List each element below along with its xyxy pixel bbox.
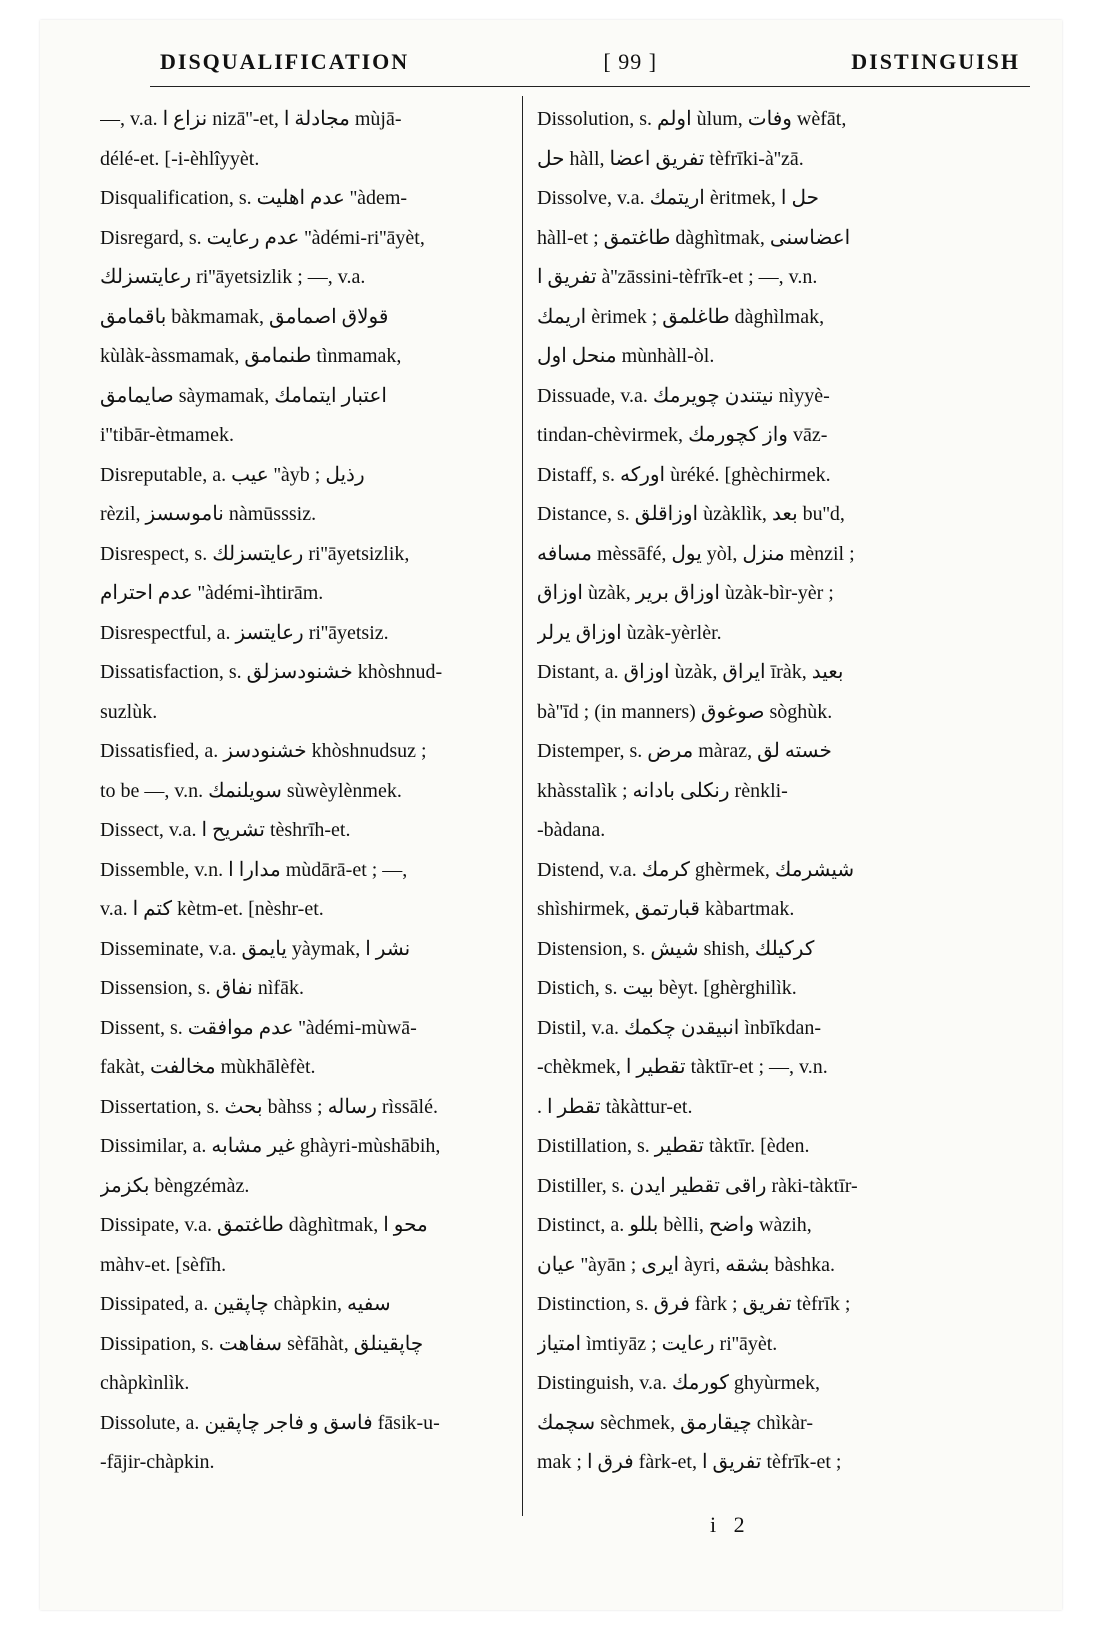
entry-line: سچمك sèchmek, چیقارمق chìkàr- <box>537 1411 813 1434</box>
entry-line: bà''īd ; (in manners) صوغوق sòghùk. <box>537 700 833 723</box>
entry-line: Distemper, s. مرض màraz, خسته لق <box>537 740 832 762</box>
entry-line: . تقطر ا tàkàttur-et. <box>537 1095 693 1118</box>
entry-line: Dissemble, v.n. مدارا ا mùdārā-et ; —, <box>100 858 408 881</box>
entry-line: —, v.a. نزاع ا nizā''-et, مجادلة ا mùjā- <box>100 108 402 130</box>
entry-line: Dissipate, v.a. طاغتمق dàghìtmak, محو ا <box>100 1214 428 1236</box>
entry-line: -chèkmek, تقطیر ا tàktīr-et ; —, v.n. <box>537 1056 828 1078</box>
entry-line: Distinguish, v.a. كورمك ghyùrmek, <box>537 1372 821 1394</box>
entry-line: عدم احترام ''àdémi-ìhtirām. <box>100 582 324 604</box>
entry-line: hàll-et ; طاغتمق dàghìtmak, اعضاسنی <box>537 226 851 249</box>
entry-line: تفریق ا à''zāssini-tèfrīk-et ; —, v.n. <box>537 266 818 288</box>
entry-line: -fājir-chàpkin. <box>100 1451 215 1473</box>
entry-line: Distil, v.a. انبیقدن چكمك ìnbīkdan- <box>537 1016 822 1039</box>
entry-line: Dissatisfaction, s. خشنودسزلق khòshnud- <box>100 661 443 683</box>
entry-line: Distant, a. اوزاق ùzàk, ایراق īràk, بعید <box>537 661 844 683</box>
entry-line: Dissolution, s. اولم ùlum, وفات wèfāt, <box>537 108 847 130</box>
running-header <box>160 42 1020 82</box>
entry-line: rèzil, ناموسسز nàmūsssiz. <box>100 503 317 525</box>
entry-line: حل hàll, تفریق اعضا tèfrīki-à''zā. <box>537 147 804 170</box>
entry-line: Distend, v.a. كرمك ghèrmek, شیشرمك <box>537 858 855 881</box>
entry-line: Dissent, s. عدم موافقت ''àdémi-mùwā- <box>100 1016 417 1039</box>
entry-line: chàpkìnlìk. <box>100 1372 190 1394</box>
right-column <box>537 100 982 1520</box>
entry-line: Disrespect, s. رعایتسزلك ri''āyetsizlik, <box>100 542 410 565</box>
header-rule <box>150 86 1030 87</box>
entry-line: suzlùk. <box>100 700 158 723</box>
entry-line: منحل اول mùnhàll-òl. <box>537 345 715 367</box>
entry-line: Dissertation, s. بحث bàhss ; رساله rìssālé. <box>100 1095 438 1118</box>
entry-line: Distiller, s. راقی تقطیر ایدن ràki-tàktīr- <box>537 1174 858 1197</box>
entry-line: délé-et. [-i-èhlîyyèt. <box>100 147 260 170</box>
entry-line: امتیاز ìmtiyāz ; رعایت ri''āyèt. <box>537 1332 778 1355</box>
entry-line: صایمامق sàymamak, اعتبار ایتمامك <box>100 384 387 407</box>
entry-line: Distance, s. اوزاقلق ùzàklìk, بعد bu''d, <box>537 503 845 525</box>
entry-line: Dissipation, s. سفاهت sèfāhàt, چاپقینلق <box>100 1332 424 1355</box>
entry-line: to be —, v.n. سویلنمك sùwèylènmek. <box>100 779 402 802</box>
entry-line: Dissolute, a. فاسق و فاجر چاپقین fāsik-u- <box>100 1411 440 1434</box>
entry-line: shìshirmek, قبارتمق kàbartmak. <box>537 898 795 920</box>
entry-line: اوزاق یرلر ùzàk-yèrlèr. <box>537 621 722 644</box>
entry-line: Disqualification, s. عدم اهلیت ''àdem- <box>100 187 408 209</box>
entry-line: -bàdana. <box>537 819 606 841</box>
header-right-word: DISTINGUISH <box>851 49 1020 74</box>
entry-line: Dissipated, a. چاپقین chàpkin, سفیه <box>100 1293 391 1315</box>
entry-line: Dissimilar, a. غیر مشابه ghàyri-mùshābih, <box>100 1135 441 1157</box>
entry-line: kùlàk-àssmamak, طنمامق tìnmamak, <box>100 345 402 367</box>
entry-line: Distillation, s. تقطیر tàktīr. [èden. <box>537 1135 810 1157</box>
entry-line: fakàt, مخالفت mùkhālèfèt. <box>100 1056 316 1078</box>
entry-line: بكزمز bèngzémàz. <box>100 1174 250 1197</box>
entry-line: اریمك èrimek ; طاغلمق dàghìlmak, <box>537 305 825 328</box>
left-column <box>100 100 515 1520</box>
entry-line: Distinct, a. بللو bèlli, واضح wàzih, <box>537 1214 812 1236</box>
column-divider <box>522 96 523 1516</box>
entry-line: Disreputable, a. عیب ''àyb ; رذیل <box>100 463 365 486</box>
entry-line: mak ; فرق ا fàrk-et, تفریق ا tèfrīk-et ; <box>537 1451 842 1473</box>
entry-line: Distension, s. شیش shish, كركیلك <box>537 937 815 960</box>
entry-line: Disseminate, v.a. یایمق yàymak, نشر ا <box>100 937 411 960</box>
entry-line: Dissolve, v.a. اریتمك èritmek, حل ا <box>537 187 819 209</box>
entry-line: باقمامق bàkmamak, قولاق اصمامق <box>100 305 389 328</box>
entry-line: Dissect, v.a. تشریح ا tèshrīh-et. <box>100 819 351 841</box>
entry-line: Distinction, s. فرق fàrk ; تفریق tèfrīk ; <box>537 1293 851 1315</box>
entry-line: Disrespectful, a. رعایتسز ri''āyetsiz. <box>100 621 389 644</box>
entry-line: Distaff, s. اوركه ùréké. [ghèchirmek. <box>537 463 831 486</box>
dictionary-page <box>40 20 1062 1610</box>
header-left-word: DISQUALIFICATION <box>160 49 410 74</box>
page-number: [ 99 ] <box>603 49 658 74</box>
signature-mark: i 2 <box>710 1512 751 1537</box>
entry-line: اوزاق ùzàk, اوزاق بریر ùzàk-bìr-yèr ; <box>537 582 834 604</box>
entry-line: Disregard, s. عدم رعایت ''àdémi-ri''āyèt, <box>100 226 425 249</box>
entry-line: رعایتسزلك ri''āyetsizlik ; —, v.a. <box>100 266 366 288</box>
entry-line: Distich, s. بیت bèyt. [ghèrghilìk. <box>537 977 797 999</box>
entry-line: Dissatisfied, a. خشنودسز khòshnudsuz ; <box>100 740 427 762</box>
entry-line: v.a. كتم ا kètm-et. [nèshr-et. <box>100 898 324 920</box>
entry-line: عیان ''àyān ; ایری àyri, بشقه bàshka. <box>537 1253 835 1276</box>
entry-line: مسافه mèssāfé, یول yòl, منزل mènzil ; <box>537 542 855 565</box>
entry-line: Dissuade, v.a. نیتندن چویرمك nìyyè- <box>537 384 830 407</box>
entry-line: màhv-et. [sèfīh. <box>100 1253 227 1276</box>
entry-line: Dissension, s. نفاق nìfāk. <box>100 977 304 999</box>
entry-line: khàsstalìk ; رنكلی بادانه rènkli- <box>537 779 788 802</box>
entry-line: tindan-chèvirmek, واز كچورمك vāz- <box>537 424 828 446</box>
entry-line: i''tibār-ètmamek. <box>100 424 234 446</box>
